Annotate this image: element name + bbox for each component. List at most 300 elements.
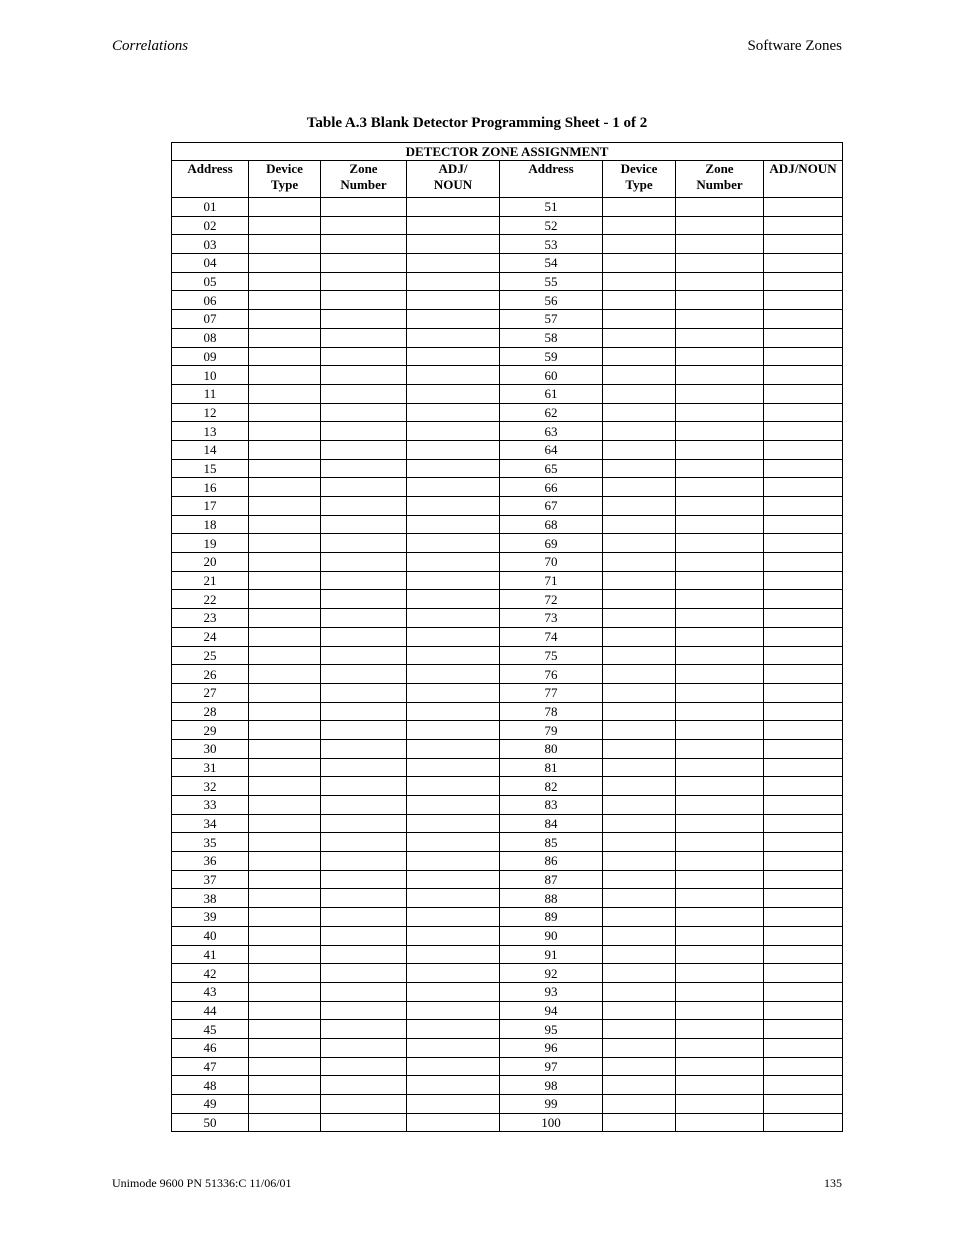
address-left-cell: 28 [172,702,249,721]
adj-noun-left-cell [407,1020,500,1039]
adj-noun-right-cell [764,926,843,945]
adj-noun-left-cell [407,235,500,254]
address-right-cell: 87 [500,870,603,889]
table-row [172,198,843,217]
zone-number-right-cell [676,515,764,534]
zone-number-right-cell [676,870,764,889]
column-header-adj-noun-right: ADJ/NOUN [764,161,843,198]
zone-number-left-cell [321,310,407,329]
zone-number-right-cell [676,721,764,740]
table-row [172,553,843,572]
zone-number-left-cell [321,665,407,684]
adj-noun-right-cell [764,198,843,217]
device-type-left-cell [249,926,321,945]
zone-number-right-cell [676,571,764,590]
device-type-left-cell [249,609,321,628]
table-row [172,590,843,609]
table-row [172,609,843,628]
adj-noun-left-cell [407,347,500,366]
address-left-cell: 33 [172,796,249,815]
zone-number-left-cell [321,366,407,385]
adj-noun-right-cell [764,796,843,815]
device-type-left-cell [249,497,321,516]
device-type-left-cell [249,945,321,964]
device-type-left-cell [249,1057,321,1076]
device-type-left-cell [249,646,321,665]
address-left-cell: 35 [172,833,249,852]
zone-number-left-cell [321,384,407,403]
address-right-cell: 89 [500,908,603,927]
address-left-cell: 21 [172,571,249,590]
device-type-left-cell [249,254,321,273]
table-row [172,347,843,366]
address-right-cell: 86 [500,852,603,871]
zone-number-right-cell [676,758,764,777]
device-type-right-cell [603,945,676,964]
zone-number-left-cell [321,702,407,721]
table-row [172,478,843,497]
device-type-left-cell [249,1095,321,1114]
zone-number-left-cell [321,571,407,590]
zone-number-right-cell [676,665,764,684]
adj-noun-left-cell [407,833,500,852]
zone-number-right-cell [676,945,764,964]
device-type-left-cell [249,982,321,1001]
address-right-cell: 82 [500,777,603,796]
address-right-cell: 60 [500,366,603,385]
zone-number-right-cell [676,291,764,310]
adj-noun-left-cell [407,422,500,441]
device-type-right-cell [603,571,676,590]
adj-noun-left-cell [407,534,500,553]
address-right-cell: 55 [500,272,603,291]
address-right-cell: 72 [500,590,603,609]
running-header-chapter: Correlations [112,38,189,54]
address-right-cell: 88 [500,889,603,908]
zone-number-left-cell [321,627,407,646]
zone-number-left-cell [321,403,407,422]
device-type-right-cell [603,291,676,310]
table-row [172,254,843,273]
adj-noun-left-cell [407,908,500,927]
address-right-cell: 54 [500,254,603,273]
zone-number-right-cell [676,777,764,796]
address-left-cell: 20 [172,553,249,572]
adj-noun-right-cell [764,627,843,646]
device-type-right-cell [603,609,676,628]
address-right-cell: 63 [500,422,603,441]
table-banner: DETECTOR ZONE ASSIGNMENT [172,143,843,161]
zone-number-left-cell [321,1001,407,1020]
adj-noun-left-cell [407,515,500,534]
device-type-right-cell [603,534,676,553]
adj-noun-right-cell [764,272,843,291]
table-row [172,310,843,329]
zone-number-left-cell [321,235,407,254]
zone-number-left-cell [321,515,407,534]
address-left-cell: 31 [172,758,249,777]
address-left-cell: 45 [172,1020,249,1039]
address-right-cell: 57 [500,310,603,329]
address-right-cell: 99 [500,1095,603,1114]
adj-noun-right-cell [764,366,843,385]
zone-number-right-cell [676,347,764,366]
zone-number-left-cell [321,328,407,347]
table-caption: Table A.3 Blank Detector Programming Sheet - 1 of 2 [306,115,648,131]
device-type-left-cell [249,198,321,217]
device-type-right-cell [603,478,676,497]
address-left-cell: 38 [172,889,249,908]
device-type-left-cell [249,814,321,833]
table-row [172,291,843,310]
column-header-zone-number-left: Zone Number [321,161,407,198]
zone-number-right-cell [676,254,764,273]
table-row [172,908,843,927]
adj-noun-left-cell [407,721,500,740]
zone-number-left-cell [321,739,407,758]
zone-number-right-cell [676,1113,764,1132]
address-left-cell: 04 [172,254,249,273]
zone-number-left-cell [321,497,407,516]
zone-number-left-cell [321,777,407,796]
device-type-left-cell [249,422,321,441]
zone-number-left-cell [321,553,407,572]
adj-noun-left-cell [407,1057,500,1076]
device-type-right-cell [603,553,676,572]
zone-number-left-cell [321,926,407,945]
table-row [172,758,843,777]
device-type-right-cell [603,459,676,478]
adj-noun-left-cell [407,945,500,964]
device-type-left-cell [249,590,321,609]
adj-noun-right-cell [764,908,843,927]
device-type-left-cell [249,478,321,497]
device-type-right-cell [603,422,676,441]
table-row [172,796,843,815]
adj-noun-left-cell [407,964,500,983]
zone-number-right-cell [676,889,764,908]
adj-noun-right-cell [764,870,843,889]
table-row [172,1076,843,1095]
zone-number-right-cell [676,814,764,833]
device-type-right-cell [603,1057,676,1076]
column-header-device-type-right: Device Type [603,161,676,198]
zone-number-right-cell [676,384,764,403]
device-type-left-cell [249,721,321,740]
device-type-left-cell [249,1113,321,1132]
device-type-left-cell [249,235,321,254]
address-left-cell: 06 [172,291,249,310]
adj-noun-left-cell [407,553,500,572]
device-type-right-cell [603,235,676,254]
zone-number-left-cell [321,1038,407,1057]
device-type-left-cell [249,665,321,684]
device-type-right-cell [603,198,676,217]
adj-noun-right-cell [764,683,843,702]
adj-noun-right-cell [764,534,843,553]
device-type-right-cell [603,403,676,422]
adj-noun-left-cell [407,758,500,777]
device-type-left-cell [249,310,321,329]
device-type-left-cell [249,1020,321,1039]
zone-number-right-cell [676,328,764,347]
zone-number-left-cell [321,870,407,889]
adj-noun-right-cell [764,1001,843,1020]
adj-noun-right-cell [764,1113,843,1132]
zone-number-right-cell [676,272,764,291]
device-type-right-cell [603,627,676,646]
adj-noun-right-cell [764,347,843,366]
device-type-left-cell [249,908,321,927]
address-left-cell: 10 [172,366,249,385]
adj-noun-left-cell [407,497,500,516]
device-type-left-cell [249,683,321,702]
column-header-device-type-left: Device Type [249,161,321,198]
table-row [172,384,843,403]
address-right-cell: 69 [500,534,603,553]
address-left-cell: 49 [172,1095,249,1114]
device-type-right-cell [603,1001,676,1020]
address-left-cell: 24 [172,627,249,646]
address-left-cell: 26 [172,665,249,684]
device-type-right-cell [603,852,676,871]
address-left-cell: 40 [172,926,249,945]
table-row [172,1001,843,1020]
address-left-cell: 29 [172,721,249,740]
device-type-right-cell [603,515,676,534]
device-type-right-cell [603,328,676,347]
zone-number-right-cell [676,497,764,516]
address-left-cell: 03 [172,235,249,254]
adj-noun-left-cell [407,571,500,590]
address-right-cell: 96 [500,1038,603,1057]
zone-number-right-cell [676,1095,764,1114]
adj-noun-right-cell [764,702,843,721]
zone-number-right-cell [676,796,764,815]
table-row [172,945,843,964]
adj-noun-left-cell [407,926,500,945]
device-type-right-cell [603,702,676,721]
zone-number-right-cell [676,198,764,217]
address-left-cell: 19 [172,534,249,553]
adj-noun-right-cell [764,440,843,459]
address-right-cell: 65 [500,459,603,478]
zone-number-right-cell [676,366,764,385]
address-left-cell: 01 [172,198,249,217]
adj-noun-right-cell [764,814,843,833]
table-row [172,852,843,871]
zone-number-right-cell [676,310,764,329]
table-row [172,459,843,478]
address-right-cell: 94 [500,1001,603,1020]
zone-number-right-cell [676,646,764,665]
address-right-cell: 51 [500,198,603,217]
zone-number-left-cell [321,272,407,291]
adj-noun-right-cell [764,665,843,684]
device-type-left-cell [249,627,321,646]
zone-number-left-cell [321,758,407,777]
adj-noun-left-cell [407,1076,500,1095]
zone-number-left-cell [321,609,407,628]
address-left-cell: 30 [172,739,249,758]
zone-number-left-cell [321,478,407,497]
device-type-left-cell [249,384,321,403]
zone-number-left-cell [321,198,407,217]
zone-number-left-cell [321,945,407,964]
zone-number-right-cell [676,908,764,927]
adj-noun-right-cell [764,945,843,964]
address-right-cell: 90 [500,926,603,945]
adj-noun-right-cell [764,852,843,871]
address-left-cell: 32 [172,777,249,796]
device-type-left-cell [249,833,321,852]
address-right-cell: 62 [500,403,603,422]
zone-number-left-cell [321,1020,407,1039]
adj-noun-right-cell [764,1038,843,1057]
zone-number-right-cell [676,459,764,478]
address-right-cell: 77 [500,683,603,702]
adj-noun-right-cell [764,982,843,1001]
adj-noun-left-cell [407,459,500,478]
adj-noun-left-cell [407,198,500,217]
device-type-left-cell [249,553,321,572]
adj-noun-right-cell [764,777,843,796]
column-header-address-left: Address [172,161,249,198]
device-type-left-cell [249,758,321,777]
adj-noun-left-cell [407,328,500,347]
adj-noun-right-cell [764,758,843,777]
zone-number-left-cell [321,422,407,441]
adj-noun-right-cell [764,739,843,758]
device-type-left-cell [249,272,321,291]
device-type-left-cell [249,291,321,310]
table-row [172,422,843,441]
address-right-cell: 58 [500,328,603,347]
zone-number-left-cell [321,1076,407,1095]
device-type-left-cell [249,964,321,983]
device-type-right-cell [603,384,676,403]
running-header-section: Software Zones [747,38,842,54]
zone-number-right-cell [676,440,764,459]
zone-number-right-cell [676,403,764,422]
adj-noun-left-cell [407,739,500,758]
table-row [172,1020,843,1039]
device-type-right-cell [603,870,676,889]
zone-number-right-cell [676,553,764,572]
address-right-cell: 74 [500,627,603,646]
adj-noun-left-cell [407,889,500,908]
adj-noun-left-cell [407,683,500,702]
zone-number-left-cell [321,683,407,702]
address-left-cell: 39 [172,908,249,927]
adj-noun-right-cell [764,1076,843,1095]
adj-noun-left-cell [407,646,500,665]
device-type-left-cell [249,403,321,422]
device-type-left-cell [249,571,321,590]
device-type-right-cell [603,1038,676,1057]
zone-number-left-cell [321,534,407,553]
device-type-right-cell [603,1076,676,1095]
adj-noun-right-cell [764,964,843,983]
zone-number-left-cell [321,459,407,478]
adj-noun-left-cell [407,440,500,459]
address-right-cell: 93 [500,982,603,1001]
address-right-cell: 91 [500,945,603,964]
address-right-cell: 97 [500,1057,603,1076]
zone-number-left-cell [321,440,407,459]
zone-number-right-cell [676,833,764,852]
address-right-cell: 70 [500,553,603,572]
address-left-cell: 17 [172,497,249,516]
adj-noun-right-cell [764,254,843,273]
adj-noun-left-cell [407,478,500,497]
device-type-left-cell [249,328,321,347]
adj-noun-left-cell [407,665,500,684]
address-left-cell: 43 [172,982,249,1001]
zone-number-right-cell [676,964,764,983]
table-row [172,235,843,254]
device-type-left-cell [249,702,321,721]
device-type-left-cell [249,870,321,889]
adj-noun-left-cell [407,216,500,235]
zone-number-left-cell [321,1057,407,1076]
device-type-left-cell [249,1038,321,1057]
zone-number-left-cell [321,833,407,852]
address-right-cell: 73 [500,609,603,628]
address-left-cell: 09 [172,347,249,366]
device-type-left-cell [249,216,321,235]
zone-number-right-cell [676,1001,764,1020]
footer-document-info: Unimode 9600 PN 51336:C 11/06/01 [112,1176,292,1190]
zone-number-left-cell [321,590,407,609]
address-right-cell: 92 [500,964,603,983]
device-type-left-cell [249,1001,321,1020]
table-row [172,272,843,291]
adj-noun-right-cell [764,291,843,310]
address-right-cell: 53 [500,235,603,254]
zone-number-right-cell [676,534,764,553]
device-type-right-cell [603,1113,676,1132]
table-row [172,1113,843,1132]
device-type-left-cell [249,366,321,385]
device-type-right-cell [603,1095,676,1114]
address-left-cell: 48 [172,1076,249,1095]
adj-noun-left-cell [407,814,500,833]
address-right-cell: 81 [500,758,603,777]
adj-noun-left-cell [407,1038,500,1057]
address-left-cell: 18 [172,515,249,534]
adj-noun-left-cell [407,609,500,628]
address-right-cell: 61 [500,384,603,403]
adj-noun-right-cell [764,833,843,852]
adj-noun-left-cell [407,310,500,329]
adj-noun-right-cell [764,609,843,628]
column-header-adj-noun-left: ADJ/ NOUN [407,161,500,198]
device-type-right-cell [603,497,676,516]
adj-noun-left-cell [407,852,500,871]
address-left-cell: 34 [172,814,249,833]
address-right-cell: 98 [500,1076,603,1095]
address-left-cell: 23 [172,609,249,628]
address-right-cell: 71 [500,571,603,590]
table-row [172,665,843,684]
address-left-cell: 12 [172,403,249,422]
device-type-right-cell [603,964,676,983]
adj-noun-left-cell [407,1001,500,1020]
adj-noun-right-cell [764,384,843,403]
address-left-cell: 37 [172,870,249,889]
device-type-right-cell [603,683,676,702]
